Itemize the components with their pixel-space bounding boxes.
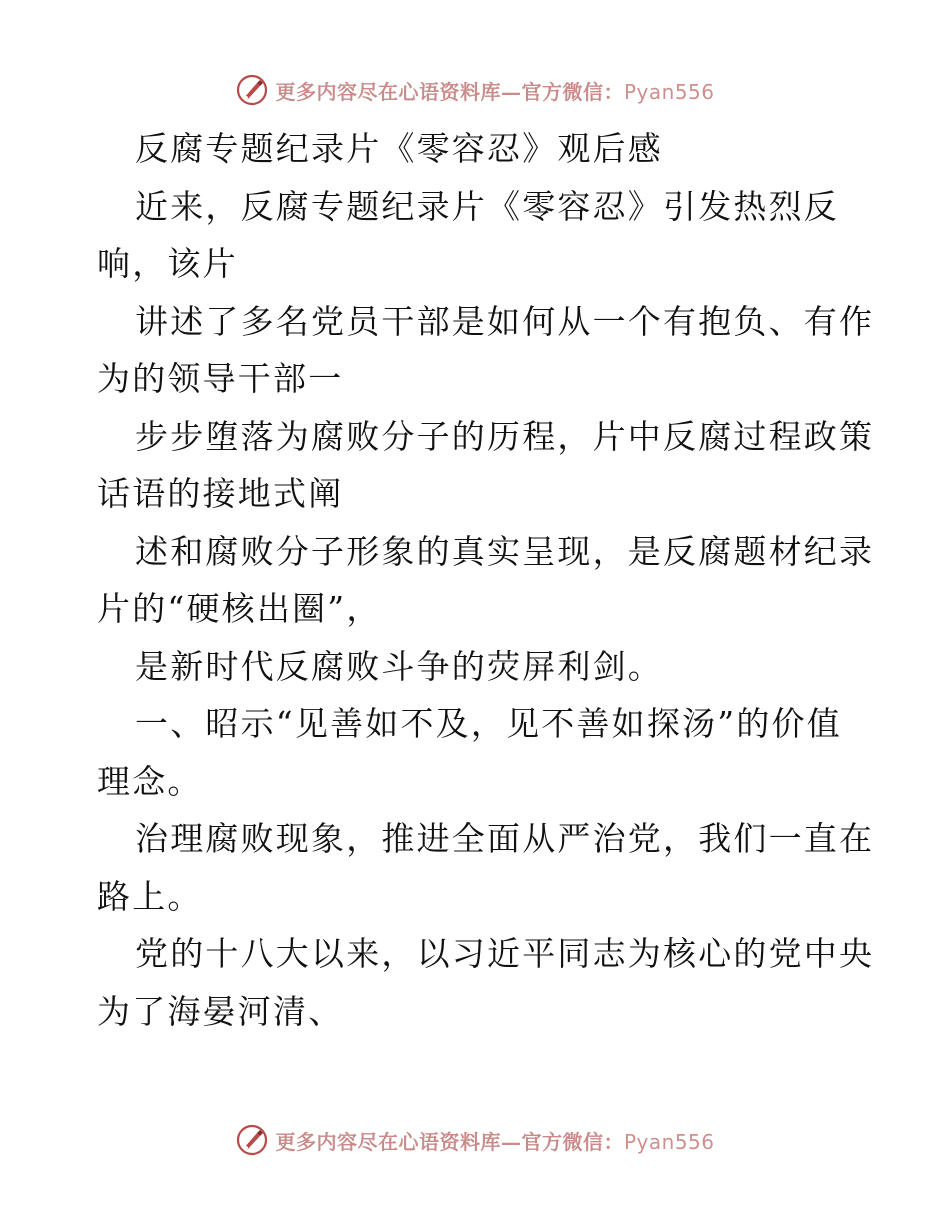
text-line: 理念。 — [97, 761, 203, 801]
pen-logo-icon — [235, 73, 269, 107]
text-line: 治理腐败现象，推进全面从严治党，我们一直在 — [135, 819, 875, 858]
text-line: 路上。 — [97, 876, 203, 916]
text-line: 述和腐败分子形象的真实呈现，是反腐题材纪录 — [135, 531, 875, 571]
footer-watermark — [0, 1120, 950, 1160]
header-watermark — [0, 70, 950, 110]
text-line: 为的领导干部一 — [97, 359, 344, 398]
text-line: 步步堕落为腐败分子的历程，片中反腐过程政策 — [135, 416, 875, 456]
watermark-text: 更多内容尽在心语资料库—官方微信：Pyan556 — [275, 79, 715, 104]
text-line: 片的“硬核出圈”， — [97, 589, 382, 628]
text-line: 响，该片 — [97, 244, 238, 283]
text-line: 一、昭示“见善如不及，见不善如探汤”的价值 — [135, 704, 842, 743]
document-body — [97, 120, 875, 1040]
text-line: 讲述了多名党员干部是如何从一个有抱负、有作 — [135, 301, 875, 341]
text-line: 党的十八大以来，以习近平同志为核心的党中央 — [135, 934, 875, 973]
pen-logo-icon — [235, 1123, 269, 1157]
watermark-text: 更多内容尽在心语资料库—官方微信：Pyan556 — [275, 1129, 715, 1154]
text-line: 是新时代反腐败斗争的荧屏利剑。 — [135, 646, 663, 686]
text-line: 近来，反腐专题纪录片《零容忍》引发热烈反 — [135, 186, 839, 226]
text-line: 为了海晏河清、 — [97, 991, 344, 1031]
text-line: 话语的接地式阐 — [97, 474, 344, 513]
text-line: 反腐专题纪录片《零容忍》观后感 — [135, 129, 663, 168]
